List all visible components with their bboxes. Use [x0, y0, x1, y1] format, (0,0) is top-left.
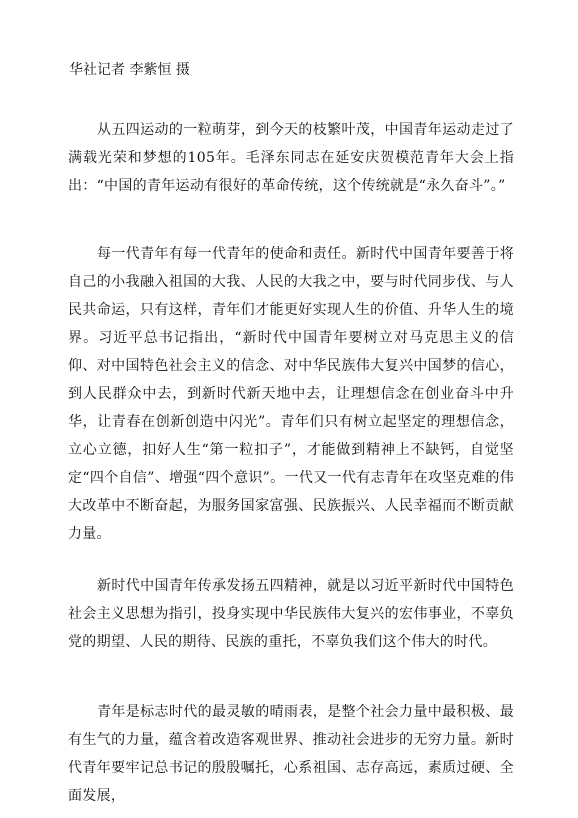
- paragraph-1: 从五四运动的一粒萌芽，到今天的枝繁叶茂，中国青年运动走过了满载光荣和梦想的105年。毛泽东同志在延安庆贺模范青年大会上指出：“中国的青年运动有很好的革命传统，这个传统就是“永久奋斗”。”: [68, 122, 514, 194]
- paragraph-2: 每一代青年有每一代青年的使命和责任。新时代中国青年要善于将自己的小我融入祖国的大我、人民的大我之中，要与时代同步伐、与人民共命运，只有这样，青年们才能更好实现人生的价值、升华人生的境界。习近平总书记指出，“新时代中国青年要树立对马克思主义的信仰、对中国特色社会主义的信念、对中华民族伟大复兴中国梦的信心，到人民群众中去，到新时代新天地中去，让理想信念在创业奋斗中升华，让青春在创新创造中闪光”。青年们只有树立起坚定的理想信念，立心立德，扣好人生“第一粒扣子”，才能做到精神上不缺钙，自觉坚定“四个自信”、增强“四个意识”。一代又一代有志青年在攻坚克难的伟大改革中不断奋起，为服务国家富强、民族振兴、人民幸福而不断贡献力量。: [68, 246, 514, 542]
- photo-credit: 华社记者 李紫恒 摄: [69, 62, 190, 78]
- paragraph-4: 青年是标志时代的最灵敏的晴雨表，是整个社会力量中最积极、最有生气的力量，蕴含着改造客观世界、推动社会进步的无穷力量。新时代青年要牢记总书记的殷殷嘱托，心系祖国、志存高远，素质过硬、全面发展，: [68, 704, 514, 804]
- paragraph-3: 新时代中国青年传承发扬五四精神，就是以习近平新时代中国特色社会主义思想为指引，投身实现中华民族伟大复兴的宏伟事业，不辜负党的期望、人民的期待、民族的重托，不辜负我们这个伟大的时代。: [68, 578, 514, 650]
